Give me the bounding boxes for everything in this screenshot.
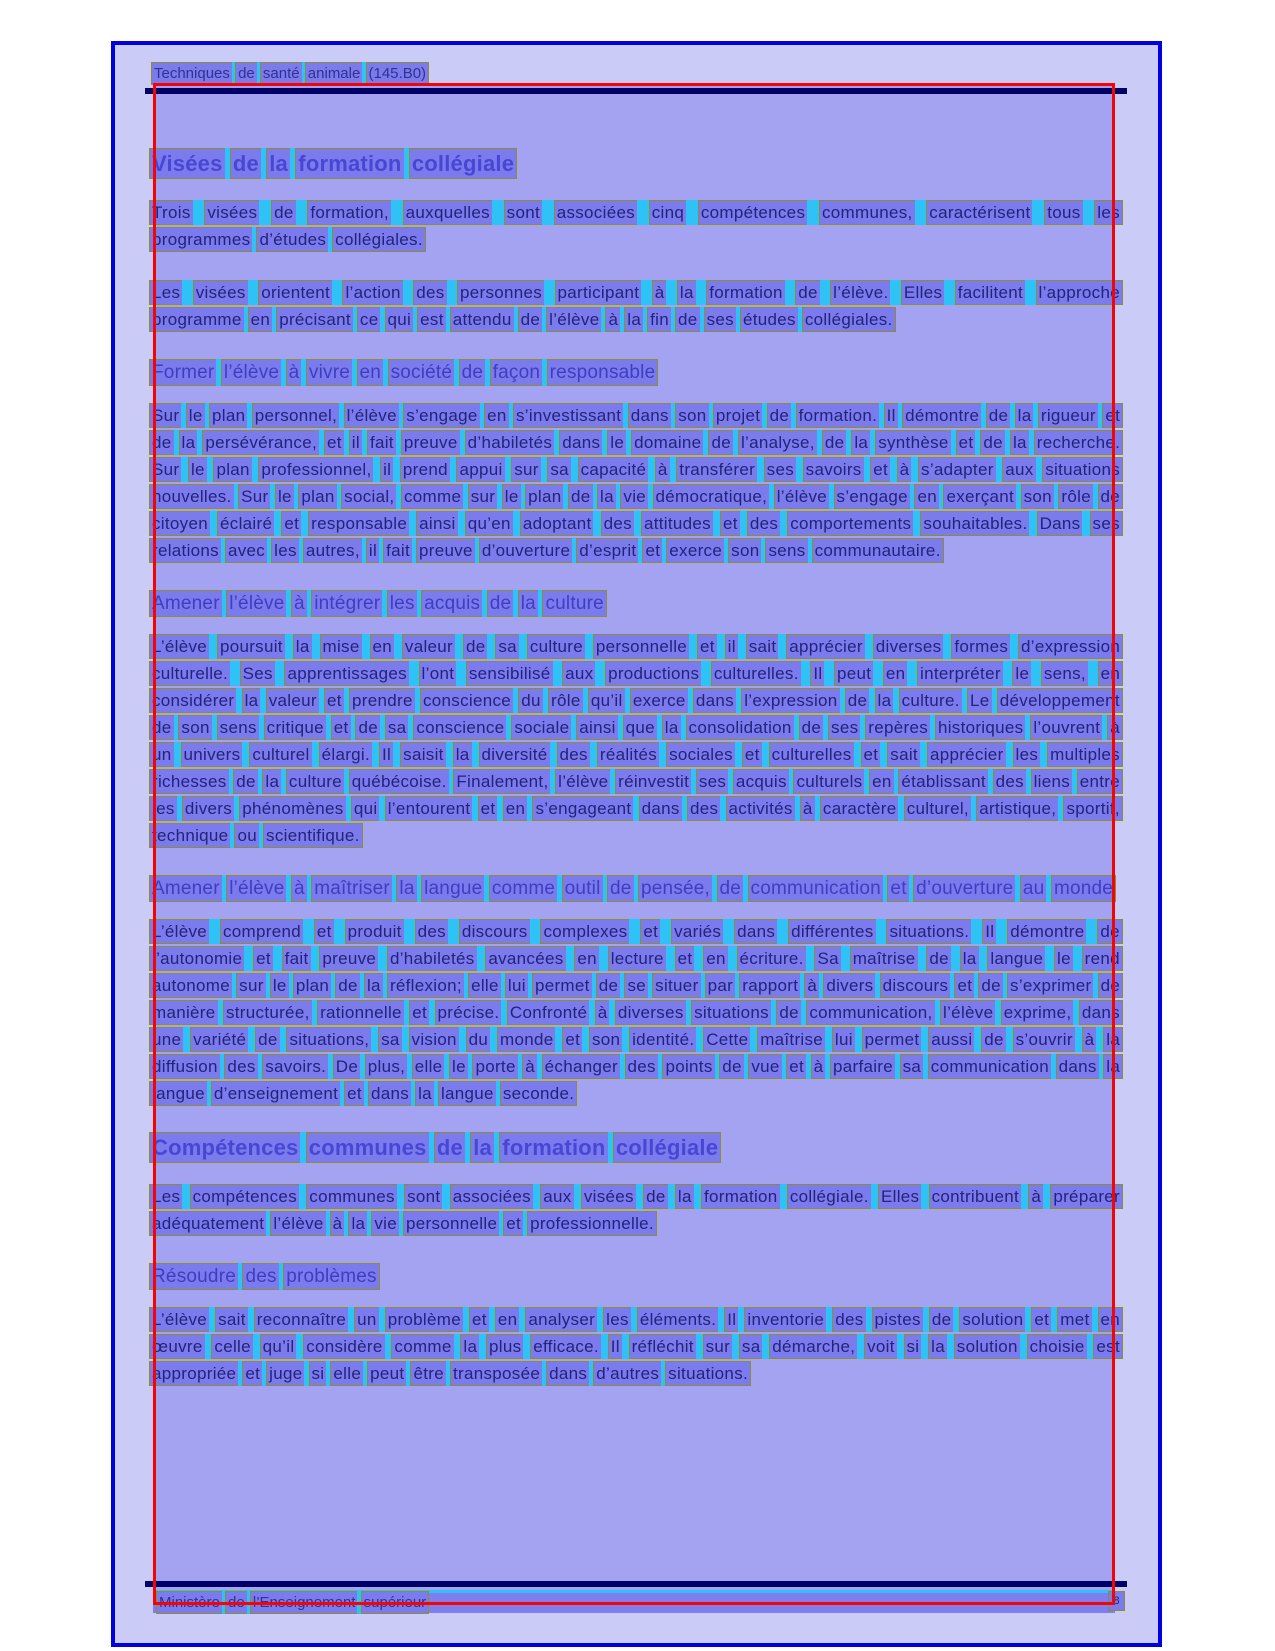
paragraph-acquis-culture: L’élève poursuit la mise en valeur de sa culture personnelle et il sait apprécier diverses formes d’expression culturelle. Ses apprentissages l’ont sensibilisé aux productions culturelles. Il peut en interpréter le sens, en considérer la valeur et prendre conscience du rôle qu’il exerce dans l’expression de la culture. Le développement de son sens critique et de sa conscience sociale ainsi que la consolidation de ses repères historiques l’ouvrent à un univers culturel élargi. Il saisit la diversité des réalités sociales et culturelles et sait apprécier les multiples richesses de la culture québécoise. Finalement, l’élève réinvestit ses acquis culturels en établissant des liens entre les divers phénomènes qui l’entourent et en s’engageant dans des activités à caractère culturel, artistique, sportif, technique ou scientifique. xyxy=(150,633,1122,849)
paragraph-resoudre-problemes: L’élève sait reconnaître un problème et en analyser les éléments. Il inventorie des pistes de solution et met en œuvre celle qu’il considère comme la plus efficace. Il réfléchit sur sa démarche, voit si la solution choisie est appropriée et juge si elle peut être transposée dans d’autres situations. xyxy=(150,1306,1122,1387)
footer-selection-strip xyxy=(153,1590,1115,1613)
paragraph-former-eleve: Sur le plan personnel, l’élève s’engage en s’investissant dans son projet de formation. Il démontre de la rigueur et de la persévérance, et il fait preuve d’habiletés dans le domaine de l’analyse, de la synthèse et de la recherche. Sur le plan professionnel, il prend appui sur sa capacité à transférer ses savoirs et à s’adapter aux situations nouvelles. Sur le plan social, comme sur le plan de la vie démocratique, l’élève s’engage en exerçant son rôle de citoyen éclairé et responsable ainsi qu’en adoptant des attitudes et des comportements souhaitables. Dans ses relations avec les autres, il fait preuve d’ouverture d’esprit et exerce son sens communautaire. xyxy=(150,402,1122,564)
doc-title: Visées de la formation collégiale xyxy=(150,149,1122,179)
running-header: Techniques de santé animale (145.B0) xyxy=(152,65,428,82)
footer-rule-bar xyxy=(145,1581,1127,1587)
document-body xyxy=(150,145,1122,1413)
doc-subtitle-competences-communes: Compétences communes de la formation collégiale xyxy=(150,1133,1122,1163)
section-heading-resoudre-problemes: Résoudre des problèmes xyxy=(150,1263,1122,1291)
section-heading-maitriser-langue: Amener l’élève à maîtriser la langue comme outil de pensée, de communication et d’ouverture au monde xyxy=(150,875,1122,903)
paragraph-intro-1: Trois visées de formation, auxquelles sont associées cinq compétences communes, caractérisent tous les programmes d’études collégiales. xyxy=(150,199,1122,253)
running-footer: Ministère de l’Enseignement supérieur xyxy=(157,1594,428,1611)
paragraph-intro-2: Les visées orientent l’action des personnes participant à la formation de l’élève. Elles facilitent l’approche programme en précisant ce qui est attendu de l’élève à la fin de ses études collégiales. xyxy=(150,279,1122,333)
paragraph-maitriser-langue: L’élève comprend et produit des discours complexes et variés dans différentes situations. Il démontre de l’autonomie et fait preuve d’habiletés avancées en lecture et en écriture. Sa maîtrise de la langue le rend autonome sur le plan de la réflexion; elle lui permet de se situer par rapport à divers discours et de s’exprimer de manière structurée, rationnelle et précise. Confronté à diverses situations de communication, l’élève exprime, dans une variété de situations, sa vision du monde et son identité. Cette maîtrise lui permet aussi de s’ouvrir à la diffusion des savoirs. De plus, elle le porte à échanger des points de vue et à parfaire sa communication dans la langue d’enseignement et dans la langue seconde. xyxy=(150,918,1122,1107)
section-heading-former-eleve: Former l’élève à vivre en société de façon responsable xyxy=(150,359,1122,387)
page-number: 8 xyxy=(1109,1592,1124,1610)
header-rule-bar xyxy=(145,88,1127,94)
section-heading-acquis-culture: Amener l’élève à intégrer les acquis de la culture xyxy=(150,590,1122,618)
paragraph-competences-communes: Les compétences communes sont associées aux visées de la formation collégiale. Elles contribuent à préparer adéquatement l’élève à la vie personnelle et professionnelle. xyxy=(150,1183,1122,1237)
document-page xyxy=(111,41,1162,1647)
